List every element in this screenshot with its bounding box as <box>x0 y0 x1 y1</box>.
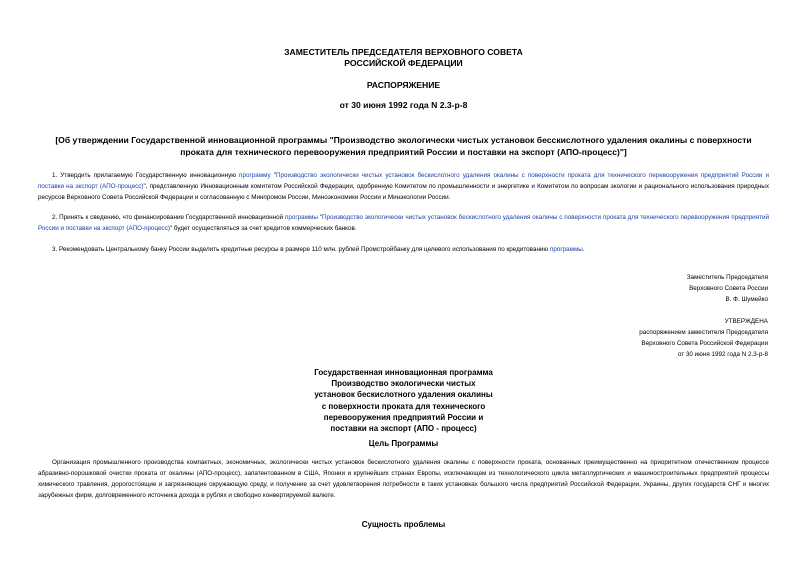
goal-heading: Цель Программы <box>368 439 439 448</box>
program-link[interactable]: программы <box>549 246 583 253</box>
goal-paragraph <box>38 457 769 501</box>
paragraph-3 <box>38 244 769 255</box>
approval-line-2: распоряжением заместителя Председателя <box>639 329 768 336</box>
program-link[interactable]: программу <box>239 172 271 179</box>
paragraph-2 <box>38 212 769 234</box>
signature-line-1: Заместитель Председателя <box>686 274 768 281</box>
quote-open: " <box>270 172 276 179</box>
program-title-link[interactable]: Производство экологически чистых установок бескислотного удаления окалины с поверхности проката для технического перевооружения предприятий России и поставки на экспорт (АПО-процесс) <box>38 172 769 190</box>
program-title-line-2: Производство экологически чистых <box>331 379 476 389</box>
program-title-line-6: поставки на экспорт (АПО - процесс) <box>330 424 477 434</box>
program-title-line-3: установок бескислотного удаления окалины <box>314 390 493 400</box>
goal-text: Организация промышленного производства компактных, экономичных, экологически чистых установок бескислотного удаления окалины с поверхности проката, основанных преимущественно на приоритетном отечественном процессе абразивно-порошковой очистки проката от окалины (АПО-процесс), запатентованном в США, Японии и крупнейших странах Европы, исключающем из технологического цикла металлургических и машиностроительных предприятий процессы химического травления, дорогостоящие и загрязняющие окружающую среду, и получение за счет удовлетворения потребности в таких установках большого числа предприятий Российской Федерации, Украины, других государств СНГ и многих зарубежных фирм, долговременного источника дохода в рублях и свободно конвертируемой валюте. <box>38 459 769 499</box>
title-line-2: проката для технического перевооружения предприятий России и поставки на экспорт (АПО-процесс)"] <box>180 147 627 157</box>
quote-open: " <box>317 214 322 221</box>
document-title <box>30 134 777 158</box>
paragraph-3-text-end: . <box>582 246 585 253</box>
approval-line-1: УТВЕРЖДЕНА <box>724 318 768 325</box>
problem-heading: Сущность проблемы <box>361 520 446 529</box>
approval-line-3: Верховного Совета Российской Федерации <box>641 340 768 347</box>
paragraph-2-text: 2. Принять к сведению, что финансирование Государственной инновационной <box>52 214 285 221</box>
program-title-link[interactable]: Производство экологически чистых установок бескислотного удаления окалины с поверхности проката для технического перевооружения предприятий России и поставки на экспорт (АПО-процесс) <box>38 214 769 232</box>
program-title-line-1: Государственная инновационная программа <box>314 368 493 377</box>
approval-line-4: от 30 июня 1992 года N 2.3-р-8 <box>677 351 768 358</box>
issuer-block <box>0 47 807 69</box>
signature-name: В. Ф. Шумейко <box>725 296 768 303</box>
paragraph-1-text-end: ", представленную Инновационным комитетом Российской Федерации, одобренную Комитетом по промышленности и энергетике и Комитетом по вопросам экологии и рационального использования природных ресурсов Верховного Совета Российской Федерации и согласованную с Минпромом России, Миноэкономики России и Минэкологии России. <box>38 183 769 201</box>
paragraph-1 <box>38 170 769 203</box>
signature-block <box>420 272 768 305</box>
title-line-1: [Об утверждении Государственной инновационной программы "Производство экологически чистых установок бесскислотного удаления окалины с поверхности <box>55 135 752 145</box>
program-title-line-4: с поверхности проката для технического <box>321 401 486 411</box>
program-title-block <box>0 367 807 434</box>
paragraph-2-text-end: " будет осуществляться за счет кредитов коммерческих банков. <box>169 225 357 232</box>
issuer-line-1: ЗАМЕСТИТЕЛЬ ПРЕДСЕДАТЕЛЯ ВЕРХОВНОГО СОВЕТА <box>284 47 523 57</box>
document-date-number: от 30 июня 1992 года N 2.3-р-8 <box>339 100 468 110</box>
program-title-line-5: перевооружения предприятий России и <box>323 412 484 422</box>
paragraph-1-text: 1. Утвердить прилагаемую Государственную инновационную <box>52 172 240 179</box>
issuer-line-2: РОССИЙСКОЙ ФЕДЕРАЦИИ <box>344 58 463 68</box>
paragraph-3-text: 3. Рекомендовать Центральному банку России выделить кредитные ресурсы в размере 110 млн. рублей Промстройбанку для целевого использования по кредитованию <box>52 246 550 253</box>
document-type: РАСПОРЯЖЕНИЕ <box>366 80 441 90</box>
program-link[interactable]: программы <box>284 214 318 221</box>
signature-line-2: Верховного Совета России <box>689 285 768 292</box>
approval-block <box>420 316 768 360</box>
